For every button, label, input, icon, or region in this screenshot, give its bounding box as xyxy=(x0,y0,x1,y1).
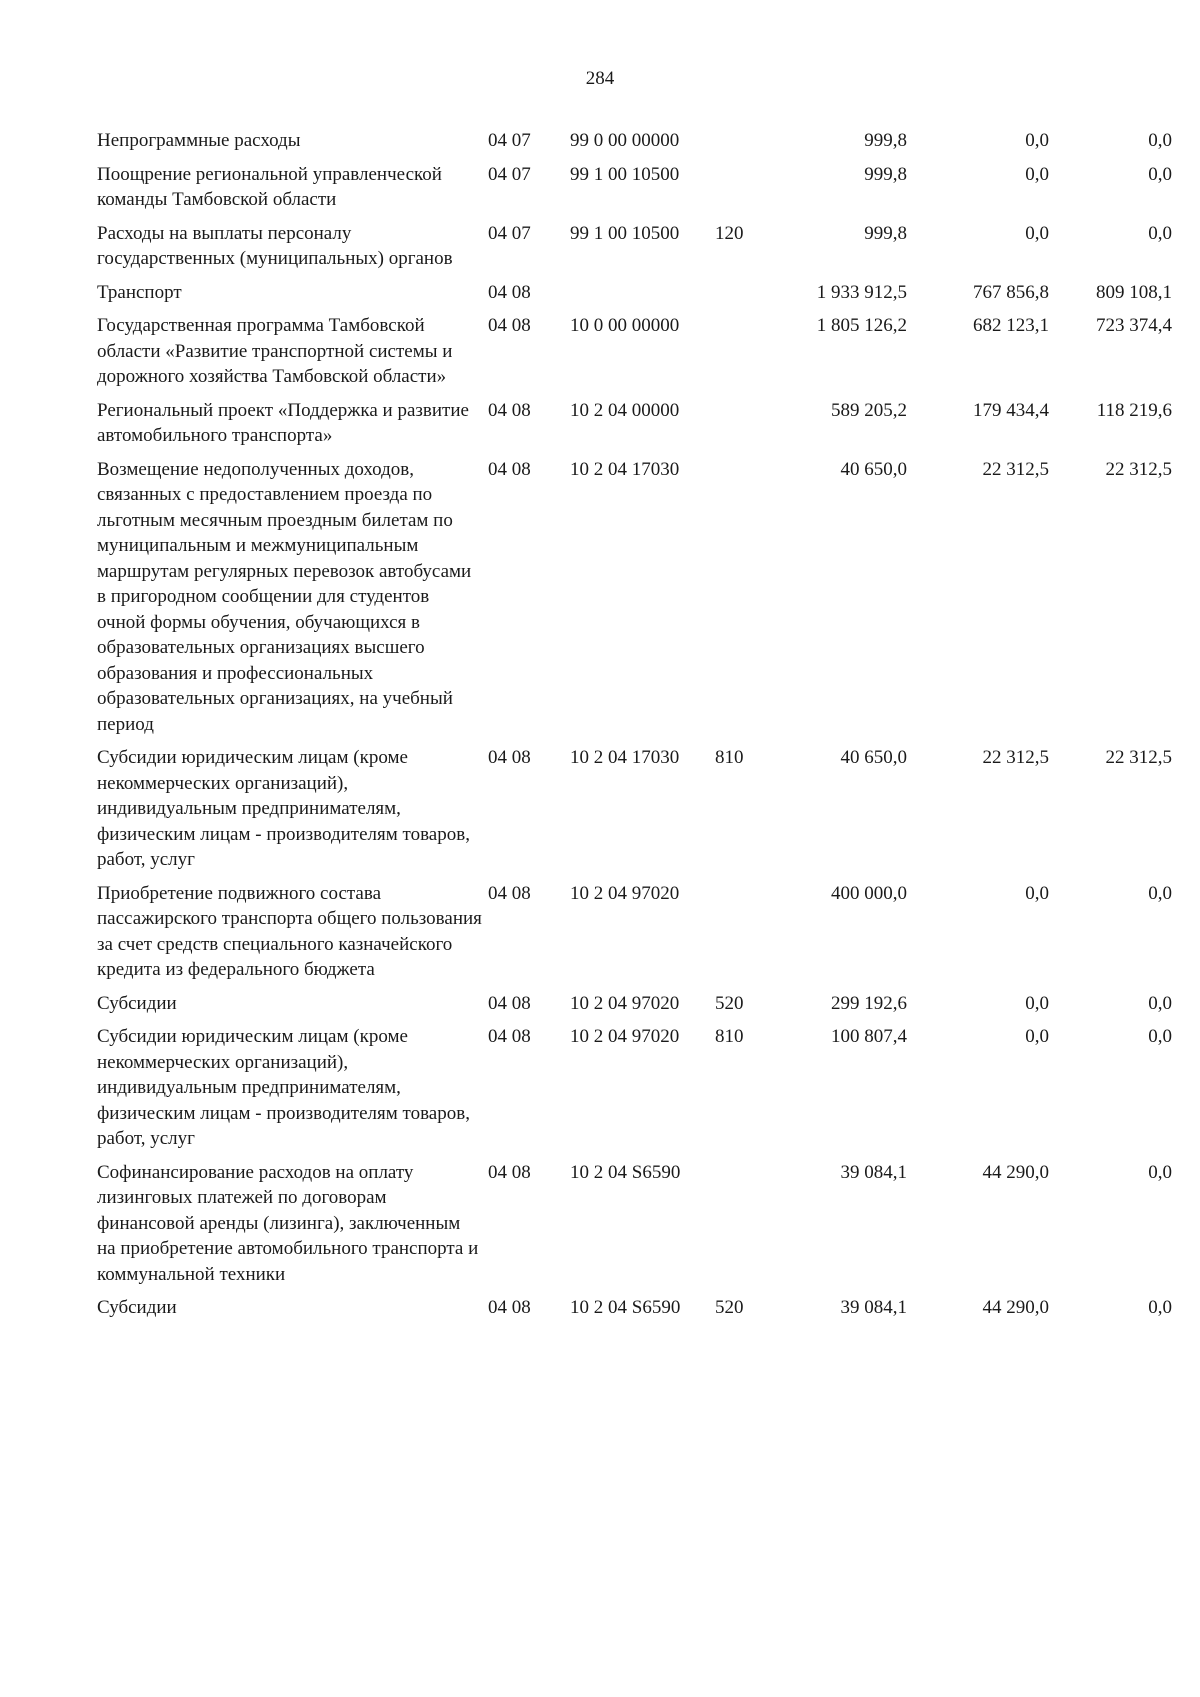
row-section: 04 08 xyxy=(488,882,531,904)
row-target-code: 10 2 04 S6590 xyxy=(570,1161,681,1183)
row-target-code: 10 2 04 97020 xyxy=(570,992,680,1014)
table-row xyxy=(97,991,1172,1017)
table-row xyxy=(97,457,1172,738)
row-amount-2: 767 856,8 xyxy=(973,281,1049,303)
row-name: Региональный проект «Поддержка и развитие автомобильного транспорта» xyxy=(97,399,469,446)
row-target-code: 10 0 00 00000 xyxy=(570,315,680,336)
row-section: 04 08 xyxy=(488,458,531,480)
row-name: Субсидии xyxy=(97,1297,177,1318)
row-amount-1: 999,8 xyxy=(864,163,907,185)
row-name: Государственная программа Тамбовской области «Развитие транспортной системы и дорожного хозяйства Тамбовской области» xyxy=(97,315,453,387)
page-number: 284 xyxy=(585,68,615,89)
row-amount-3: 0,0 xyxy=(1148,1026,1172,1047)
row-expense-kind: 120 xyxy=(715,222,744,244)
row-amount-3: 723 374,4 xyxy=(1096,315,1172,336)
row-section: 04 08 xyxy=(488,399,531,421)
row-amount-2: 0,0 xyxy=(1025,1026,1049,1047)
row-amount-2: 682 123,1 xyxy=(973,315,1049,336)
row-amount-3: 0,0 xyxy=(1148,130,1172,151)
row-amount-2: 44 290,0 xyxy=(982,1161,1049,1183)
row-amount-3: 22 312,5 xyxy=(1105,458,1172,480)
row-amount-3: 0,0 xyxy=(1148,992,1172,1014)
row-section: 04 08 xyxy=(488,281,531,303)
row-name: Расходы на выплаты персоналу государственных (муниципальных) органов xyxy=(97,222,453,269)
row-target-code: 99 1 00 10500 xyxy=(570,163,680,185)
row-target-code: 10 2 04 97020 xyxy=(570,882,680,904)
table-row xyxy=(97,398,1172,449)
table-row xyxy=(97,128,1172,154)
row-amount-1: 589 205,2 xyxy=(831,399,907,421)
row-name: Приобретение подвижного состава пассажирского транспорта общего пользования за счет средств специального казначейского кредита из федерального бюджета xyxy=(97,882,482,980)
row-amount-3: 0,0 xyxy=(1148,163,1172,185)
row-name: Возмещение недополученных доходов, связанных с предоставлением проезда по льготным месячным проездным билетам по муниципальным и межмуниципальным маршрутам регулярных перевозок автобусами в пригородном сообщении для студентов очной формы обучения, обучающихся в образовательных организациях высшего образования и профессиональных образовательных организациях, на учебный период xyxy=(97,458,472,735)
row-section: 04 08 xyxy=(488,1026,531,1047)
row-expense-kind: 810 xyxy=(715,1026,744,1047)
row-amount-1: 100 807,4 xyxy=(831,1026,907,1047)
row-amount-2: 0,0 xyxy=(1025,130,1049,151)
row-target-code: 10 2 04 17030 xyxy=(570,747,680,768)
row-amount-2: 0,0 xyxy=(1025,882,1049,904)
row-target-code: 99 1 00 10500 xyxy=(570,222,680,244)
row-amount-3: 0,0 xyxy=(1148,882,1172,904)
row-amount-3: 22 312,5 xyxy=(1105,747,1172,768)
row-section: 04 08 xyxy=(488,992,531,1014)
row-target-code: 99 0 00 00000 xyxy=(570,130,680,151)
row-amount-2: 0,0 xyxy=(1025,163,1049,185)
row-amount-1: 999,8 xyxy=(864,130,907,151)
budget-table xyxy=(97,128,1172,1329)
row-amount-1: 40 650,0 xyxy=(840,458,907,480)
row-amount-2: 0,0 xyxy=(1025,992,1049,1014)
row-name: Транспорт xyxy=(97,281,182,303)
row-expense-kind: 520 xyxy=(715,1297,744,1318)
row-amount-2: 22 312,5 xyxy=(982,747,1049,768)
row-expense-kind: 520 xyxy=(715,992,744,1014)
table-row xyxy=(97,221,1172,272)
row-target-code: 10 2 04 97020 xyxy=(570,1026,680,1047)
row-section: 04 08 xyxy=(488,1297,531,1318)
row-section: 04 07 xyxy=(488,222,531,244)
row-name: Непрограммные расходы xyxy=(97,130,301,151)
row-amount-3: 0,0 xyxy=(1148,1297,1172,1318)
row-name: Субсидии xyxy=(97,992,177,1014)
row-name: Субсидии юридическим лицам (кроме некоммерческих организаций), индивидуальным предпринимателям, физическим лицам - производителям товаров, работ, услуг xyxy=(97,747,470,870)
row-amount-3: 118 219,6 xyxy=(1096,399,1172,421)
table-row xyxy=(97,1160,1172,1288)
row-target-code: 10 2 04 S6590 xyxy=(570,1297,681,1318)
row-name: Софинансирование расходов на оплату лизинговых платежей по договорам финансовой аренды (лизинга), заключенным на приобретение автомобильного транспорта и коммунальной техники xyxy=(97,1161,479,1285)
row-amount-1: 1 933 912,5 xyxy=(816,281,907,303)
row-section: 04 08 xyxy=(488,1161,531,1183)
row-amount-3: 0,0 xyxy=(1148,222,1172,244)
table-row xyxy=(97,313,1172,390)
row-section: 04 08 xyxy=(488,315,531,336)
table-row xyxy=(97,162,1172,213)
row-amount-3: 0,0 xyxy=(1148,1161,1172,1183)
row-amount-1: 999,8 xyxy=(864,222,907,244)
row-amount-2: 22 312,5 xyxy=(982,458,1049,480)
row-expense-kind: 810 xyxy=(715,747,744,768)
row-target-code: 10 2 04 17030 xyxy=(570,458,680,480)
row-amount-1: 1 805 126,2 xyxy=(816,315,907,336)
table-row xyxy=(97,1295,1172,1321)
table-row xyxy=(97,280,1172,306)
row-amount-1: 39 084,1 xyxy=(840,1161,907,1183)
table-row xyxy=(97,745,1172,873)
row-amount-3: 809 108,1 xyxy=(1096,281,1172,303)
row-amount-2: 44 290,0 xyxy=(982,1297,1049,1318)
row-amount-1: 400 000,0 xyxy=(831,882,907,904)
row-amount-2: 0,0 xyxy=(1025,222,1049,244)
row-name: Поощрение региональной управленческой команды Тамбовской области xyxy=(97,163,442,210)
row-name: Субсидии юридическим лицам (кроме некоммерческих организаций), индивидуальным предпринимателям, физическим лицам - производителям товаров, работ, услуг xyxy=(97,1026,470,1149)
row-section: 04 07 xyxy=(488,163,531,185)
table-row xyxy=(97,1024,1172,1152)
row-amount-1: 39 084,1 xyxy=(840,1297,907,1318)
row-section: 04 07 xyxy=(488,130,531,151)
row-target-code: 10 2 04 00000 xyxy=(570,399,680,421)
row-amount-1: 40 650,0 xyxy=(840,747,907,768)
row-amount-2: 179 434,4 xyxy=(973,399,1049,421)
table-row xyxy=(97,881,1172,983)
row-amount-1: 299 192,6 xyxy=(831,992,907,1014)
row-section: 04 08 xyxy=(488,747,531,768)
